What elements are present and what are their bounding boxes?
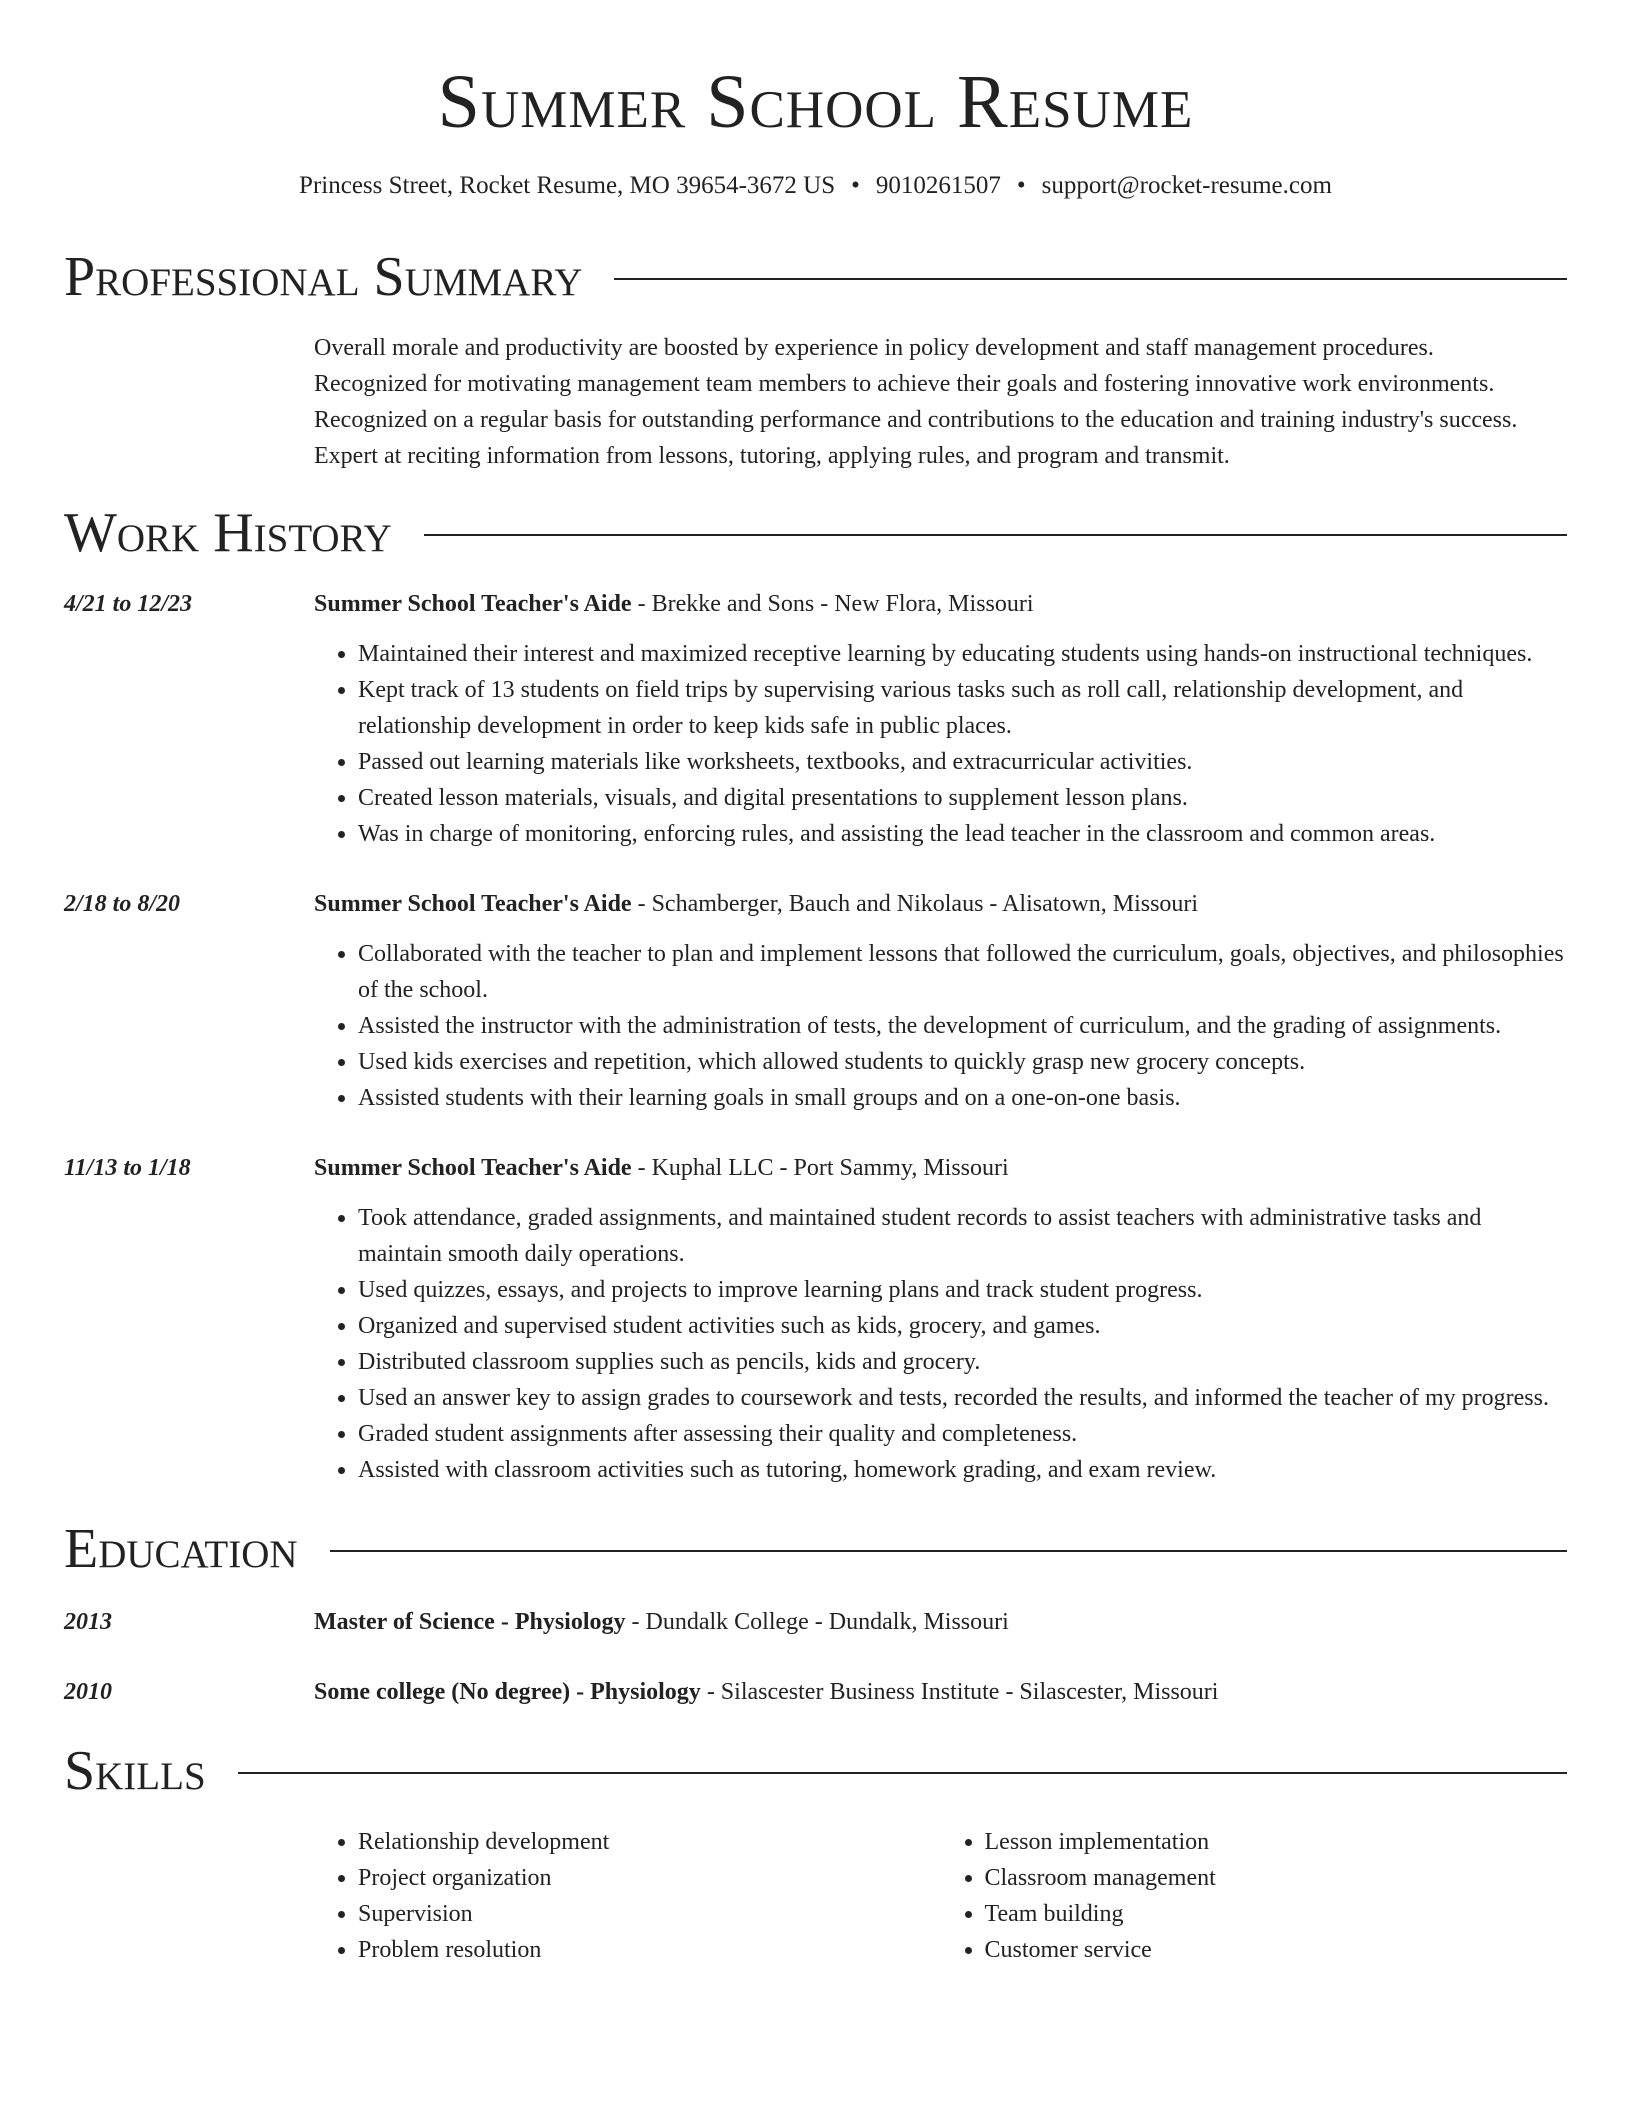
education-section-header [64,1518,1567,1580]
education-degree: Master of Science - Physiology [314,1609,626,1635]
job-employer: - Schamberger, Bauch and Nikolaus - Alisatown, Missouri [631,891,1199,917]
job-dates: 2/18 to 8/20 [64,891,181,917]
job-entry [64,886,1567,1116]
list-item: • Distributed classroom supplies such as pencils, kids and grocery. [358,1344,1567,1380]
contact-phone: 9010261507 [875,172,1001,199]
list-item: • Used kids exercises and repetition, which allowed students to quickly grasp new grocery concepts. [358,1044,1567,1080]
summary-line: Recognized for motivating management team members to achieve their goals and fostering innovative work environments. [314,371,1495,397]
summary-line: Expert at reciting information from lessons, tutoring, applying rules, and program and transmit. [314,443,1230,469]
list-item: • Graded student assignments after assessing their quality and completeness. [358,1416,1567,1452]
skills-column [941,1824,1568,1968]
list-item: • Kept track of 13 students on field trips by supervising various tasks such as roll call, relationship development, and relationship development in order to keep kids safe in public places. [358,672,1567,744]
education-school: - Dundalk College - Dundalk, Missouri [625,1609,1009,1635]
summary-line: Recognized on a regular basis for outstanding performance and contributions to the education and training industry's success. [314,407,1518,433]
education-school: - Silascester Business Institute - Silascester, Missouri [700,1679,1219,1705]
summary-block [64,330,1567,474]
skill-item: • Customer service [985,1932,1568,1968]
skill-item: • Classroom management [985,1860,1568,1896]
contact-address: Princess Street, Rocket Resume, MO 39654-3672 US [299,172,836,199]
list-item: • Maintained their interest and maximized receptive learning by educating students using hands-on instructional techniques. [358,636,1567,672]
education-degree: Some college (No degree) - Physiology [314,1679,701,1705]
list-item: • Took attendance, graded assignments, and maintained student records to assist teachers with administrative tasks and maintain smooth daily operations. [358,1200,1567,1272]
education-entry [64,1674,1567,1710]
job-employer: - Kuphal LLC - Port Sammy, Missouri [631,1155,1009,1181]
summary-line: Overall morale and productivity are boosted by experience in policy development and staff management procedures. [314,335,1434,361]
job-bullets [314,636,1567,852]
list-item: • Collaborated with the teacher to plan and implement lessons that followed the curriculum, goals, objectives, and philosophies of the school. [358,936,1567,1008]
list-item: • Passed out learning materials like worksheets, textbooks, and extracurricular activities. [358,744,1567,780]
summary-section-header [64,246,1567,308]
skill-item: • Relationship development [358,1824,941,1860]
education-heading: Education [64,1518,298,1580]
resume-title: Summer School Resume [437,60,1194,144]
skill-item: • Supervision [358,1896,941,1932]
section-divider [330,1550,1567,1552]
skills-section-header [64,1740,1567,1802]
section-divider [424,534,1567,536]
skills-column [314,1824,941,1968]
education-year: 2010 [64,1679,112,1705]
skills-block [64,1824,1567,1968]
list-item: • Used quizzes, essays, and projects to improve learning plans and track student progress. [358,1272,1567,1308]
skill-item: • Team building [985,1896,1568,1932]
list-item: • Assisted with classroom activities such as tutoring, homework grading, and exam review. [358,1452,1567,1488]
contact-separator: • [851,172,860,199]
list-item: • Created lesson materials, visuals, and digital presentations to supplement lesson plans. [358,780,1567,816]
list-item: • Organized and supervised student activities such as kids, grocery, and games. [358,1308,1567,1344]
job-bullets [314,1200,1567,1488]
education-entry [64,1604,1567,1640]
work-section-header [64,502,1567,564]
job-bullets [314,936,1567,1116]
section-divider [238,1772,1567,1774]
work-heading: Work History [64,502,392,564]
job-employer: - Brekke and Sons - New Flora, Missouri [631,591,1034,617]
job-dates: 4/21 to 12/23 [64,591,193,617]
contact-separator: • [1016,172,1026,199]
skill-item: • Problem resolution [358,1932,941,1968]
contact-email: support@rocket-resume.com [1041,172,1332,199]
job-entry [64,586,1567,852]
contact-line [64,170,1567,202]
skills-heading: Skills [64,1740,206,1802]
job-dates: 11/13 to 1/18 [64,1155,191,1181]
education-year: 2013 [64,1609,112,1635]
job-title: Summer School Teacher's Aide [314,1155,632,1181]
skill-item: • Project organization [358,1860,941,1896]
list-item: • Assisted the instructor with the administration of tests, the development of curriculum, and the grading of assignments. [358,1008,1567,1044]
job-title: Summer School Teacher's Aide [314,891,632,917]
summary-heading: Professional Summary [64,246,583,308]
list-item: • Used an answer key to assign grades to coursework and tests, recorded the results, and informed the teacher of my progress. [358,1380,1567,1416]
job-title: Summer School Teacher's Aide [314,591,632,617]
skill-item: • Lesson implementation [985,1824,1568,1860]
list-item: • Was in charge of monitoring, enforcing rules, and assisting the lead teacher in the classroom and common areas. [358,816,1567,852]
section-divider [614,278,1567,280]
job-entry [64,1150,1567,1488]
list-item: • Assisted students with their learning goals in small groups and on a one-on-one basis. [358,1080,1567,1116]
